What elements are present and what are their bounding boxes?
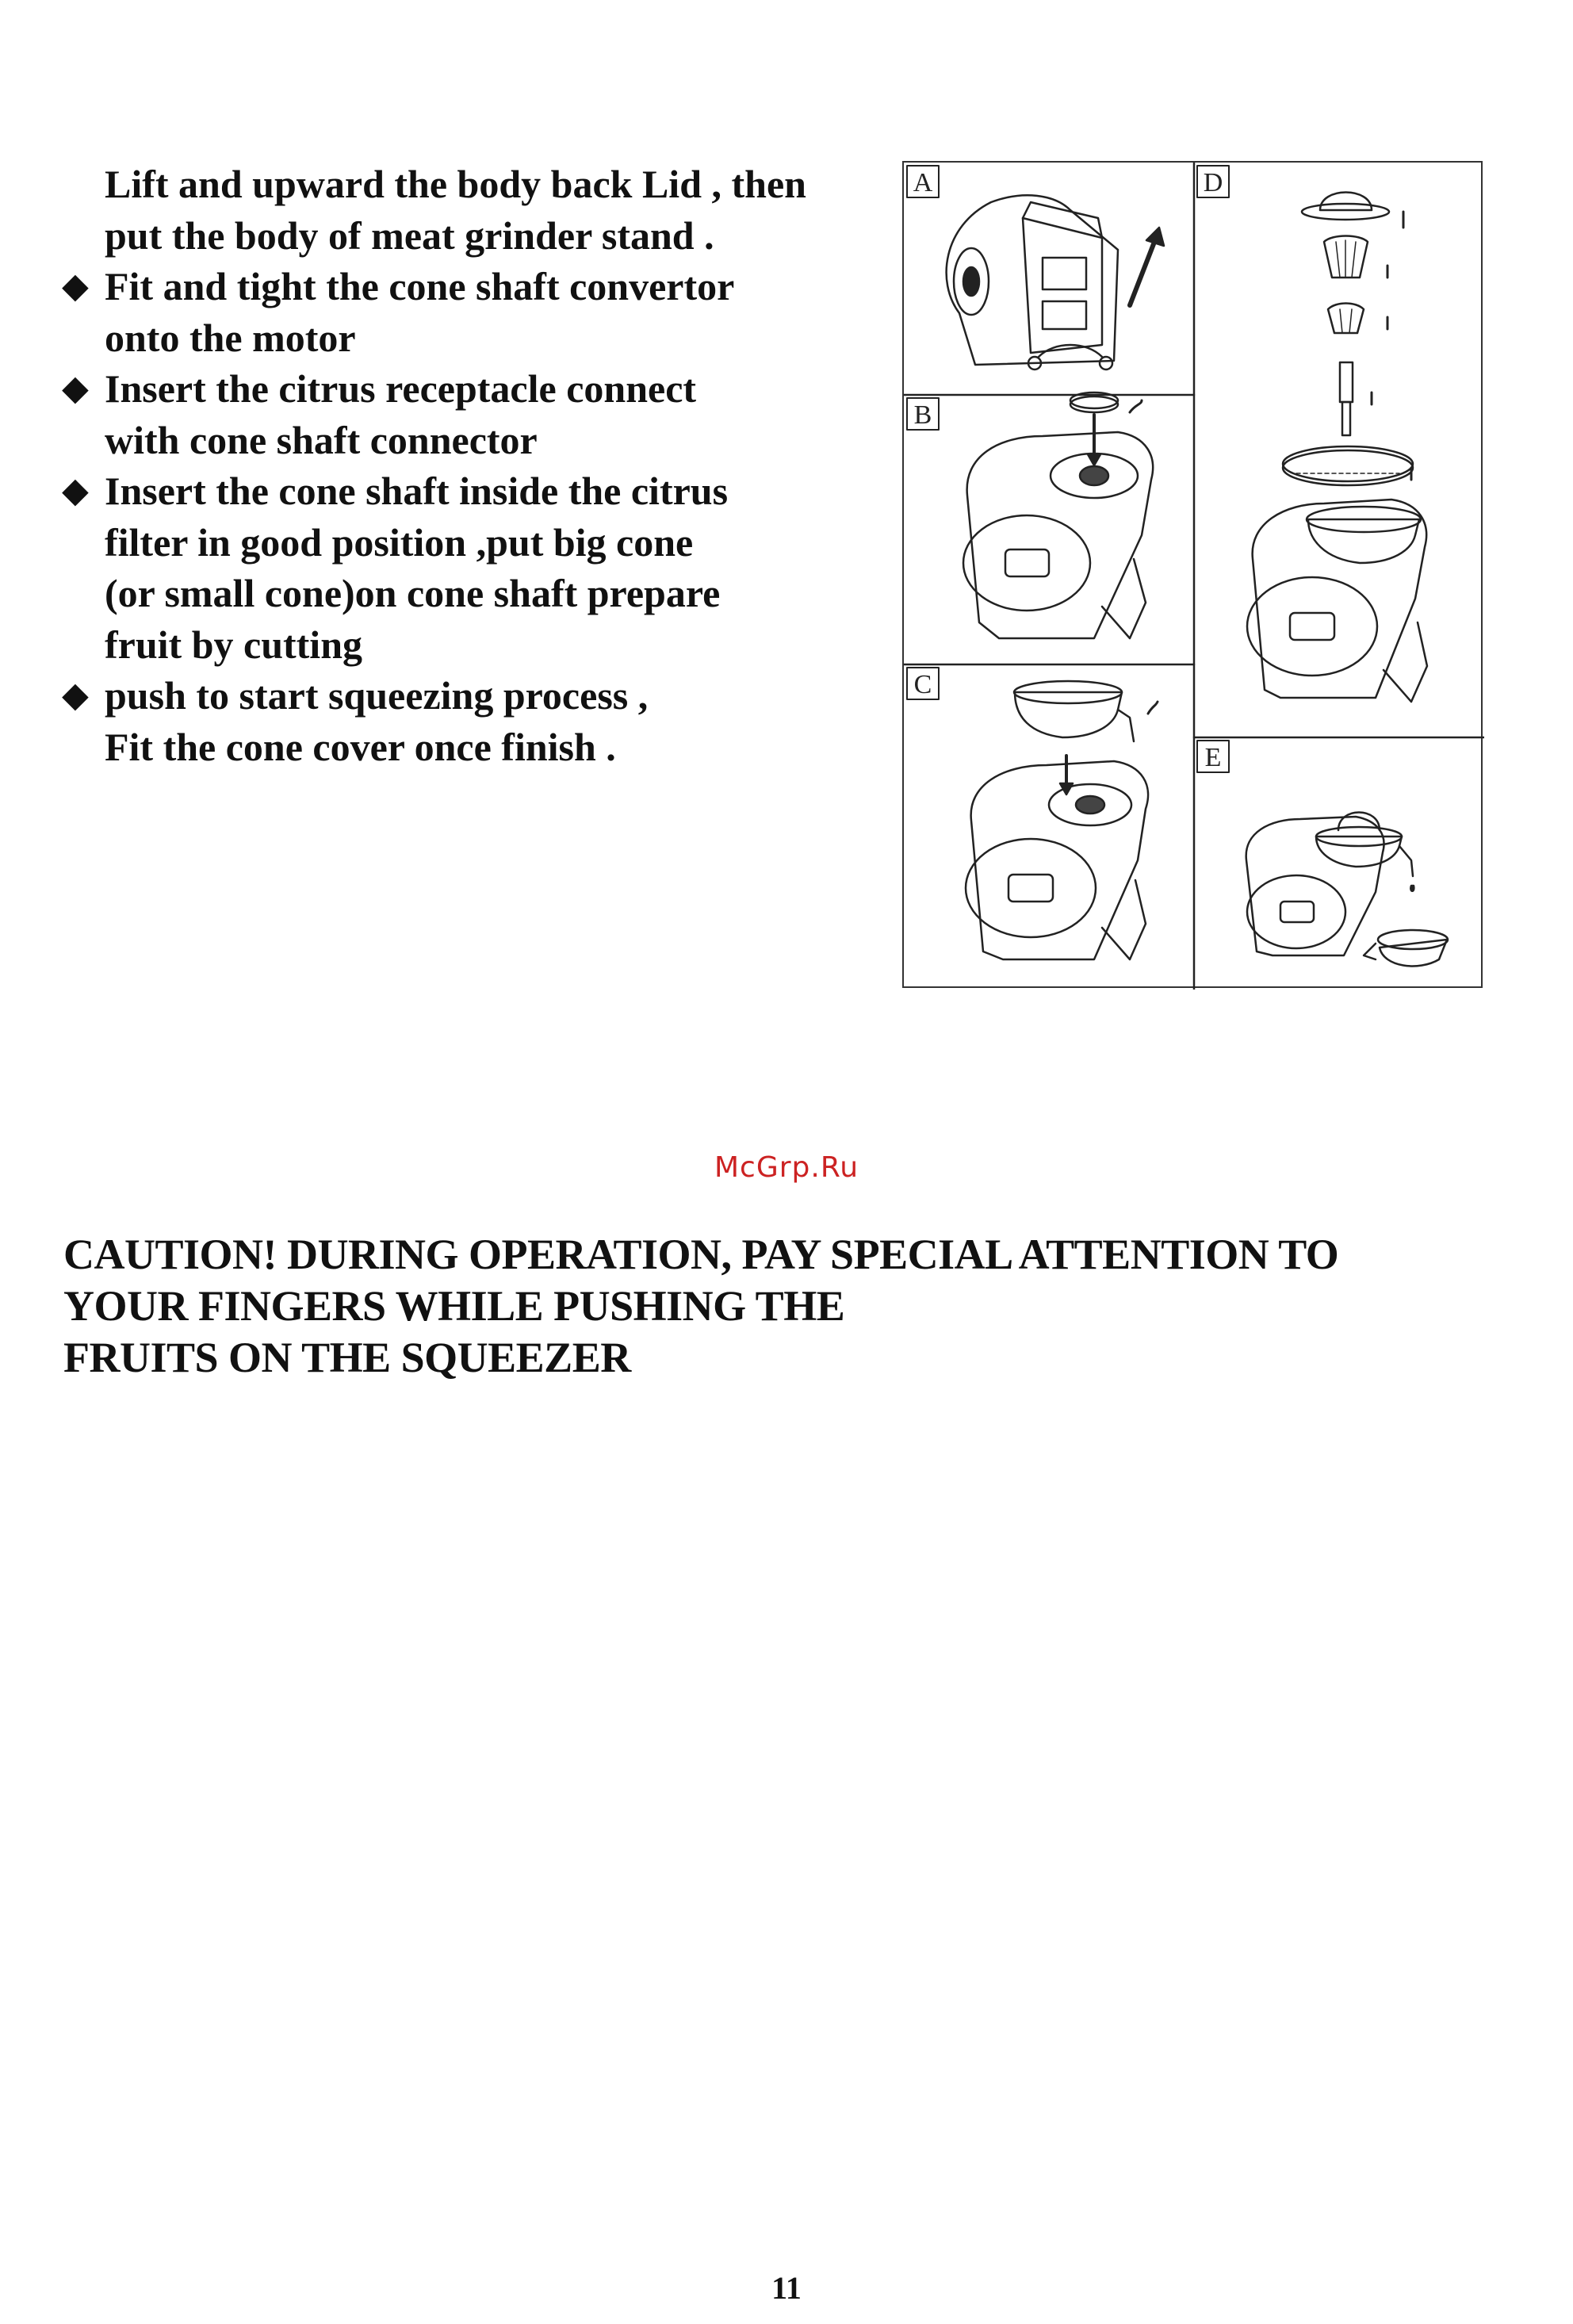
panel-label-e [1197,741,1229,772]
step-1-line-1: Lift and upward the body back Lid , then [105,162,806,206]
caution-line-2: YOUR FINGERS WHILE PUSHING THE [63,1282,845,1330]
diamond-bullet-icon: ◆ [62,266,89,305]
panel-label-c [907,668,939,699]
svg-text:E: E [1204,743,1222,772]
step-4-line-2: filter in good position ,put big cone [105,519,694,565]
panel-label-b [907,398,939,430]
step-4-line-4: fruit by cutting [105,622,362,667]
diagram-grid [904,163,1484,990]
diamond-bullet-icon: ◆ [62,676,89,714]
svg-text:B: B [913,400,932,430]
step-3-line-2: with cone shaft connector [105,417,538,462]
diamond-bullet-icon: ◆ [62,471,89,510]
step-5 [62,670,878,772]
caution-line-1: CAUTION! DURING OPERATION, PAY SPECIAL ATTENTION TO [63,1231,1339,1278]
diamond-bullet-icon: ◆ [62,369,89,408]
watermark: McGrp.Ru [714,1151,859,1184]
panel-b-illustration [963,392,1153,638]
panel-c-illustration [966,681,1158,959]
step-1-line-2: put the body of meat grinder stand . [105,212,714,258]
panel-label-a [907,166,939,197]
step-5-line-2: Fit the cone cover once finish . [105,724,616,769]
caution-warning [63,1229,1491,1384]
step-5-line-1: push to start squeezing process , [105,673,649,718]
step-2 [62,261,878,363]
step-3-line-1: Insert the citrus receptacle connect [105,366,697,411]
svg-text:A: A [913,168,933,197]
panel-d-illustration [1247,193,1427,703]
panel-a-illustration [947,195,1164,369]
panel-e-illustration [1246,813,1448,967]
step-1 [62,159,878,261]
panel-label-d [1197,166,1229,197]
step-4-line-3: (or small cone)on cone shaft prepare [105,571,721,615]
step-4-line-1: Insert the cone shaft inside the citrus [105,469,729,513]
caution-line-3: FRUITS ON THE SQUEEZER [63,1334,631,1381]
step-3 [62,363,878,465]
svg-text:D: D [1203,168,1223,197]
step-2-line-1: Fit and tight the cone shaft convertor [105,264,735,308]
page-number: 11 [771,2270,802,2306]
assembly-diagram [902,161,1483,988]
step-4 [62,465,878,670]
instructions [62,159,878,772]
svg-text:C: C [913,670,932,699]
step-2-line-2: onto the motor [105,315,356,360]
